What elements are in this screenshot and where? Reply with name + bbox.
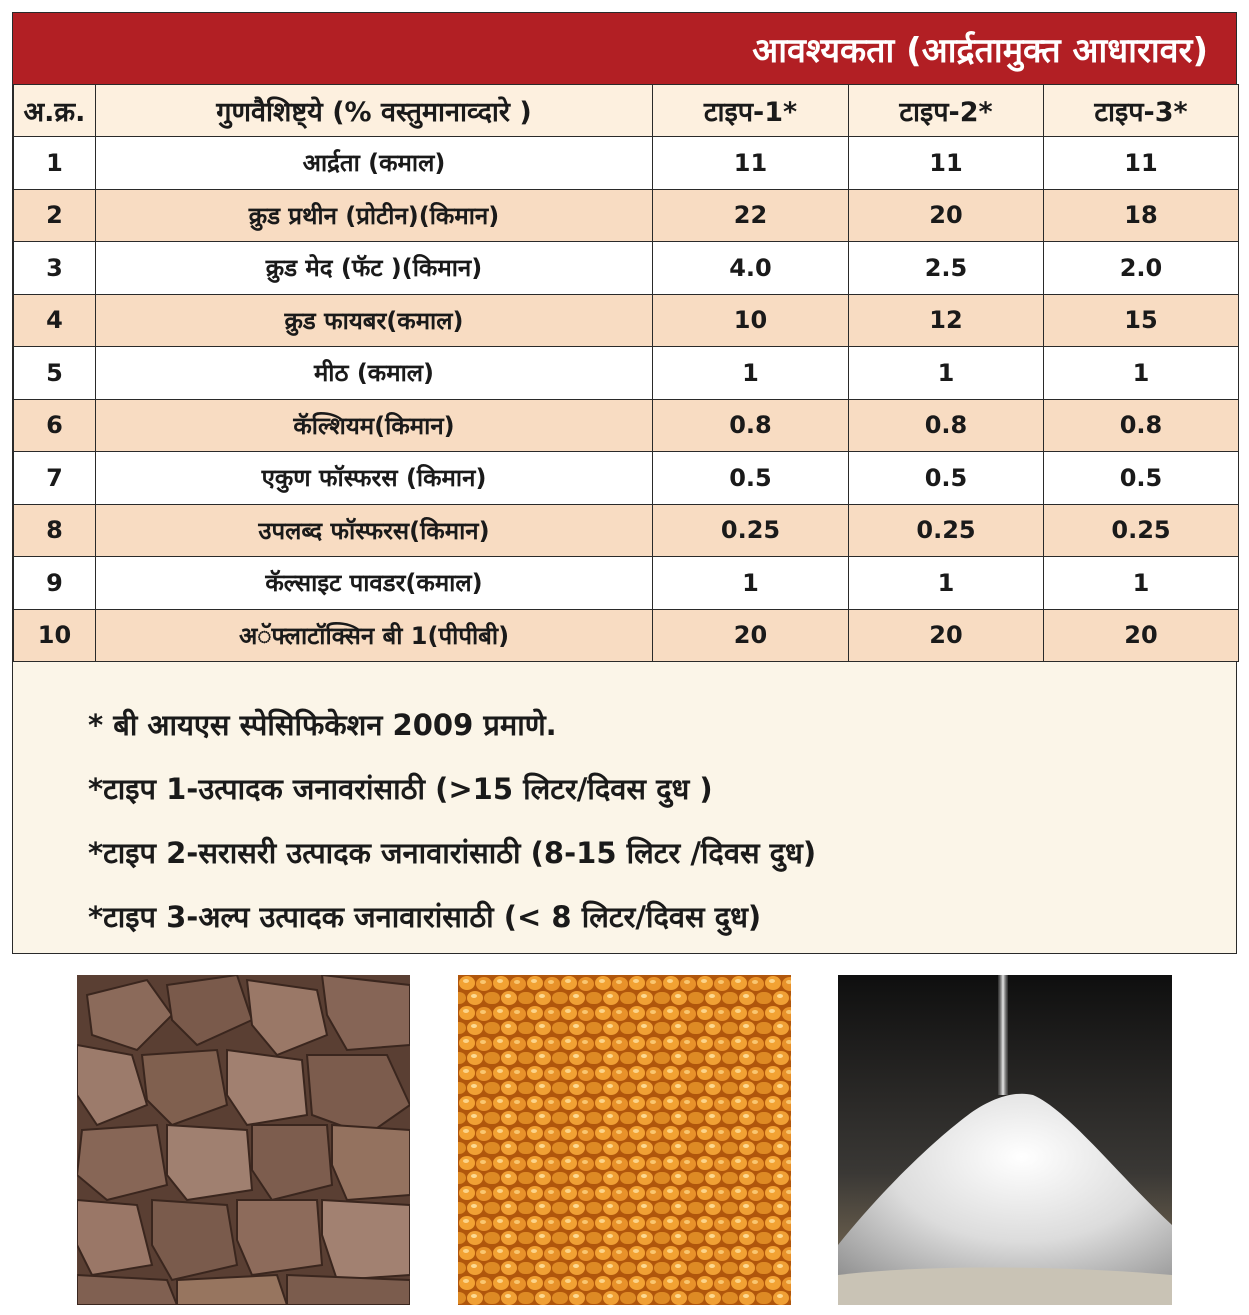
cell-type-3: 0.25 xyxy=(1044,504,1239,557)
table-row xyxy=(14,557,1239,610)
table-row xyxy=(14,137,1239,190)
table-row xyxy=(14,609,1239,662)
cell-property: क्रुड प्रथीन (प्रोटीन)(किमान) xyxy=(96,189,653,242)
header-type-2: टाइप-2* xyxy=(849,85,1044,137)
cell-type-2: 20 xyxy=(849,609,1044,662)
banner-title: आवश्यकता (आर्द्रतामुक्त आधारावर) xyxy=(13,13,1236,84)
cell-type-1: 0.8 xyxy=(653,399,849,452)
cell-type-2: 0.25 xyxy=(849,504,1044,557)
cell-type-2: 20 xyxy=(849,189,1044,242)
cell-type-3: 1 xyxy=(1044,557,1239,610)
salt-pile-illustration xyxy=(838,975,1172,1305)
cell-type-3: 15 xyxy=(1044,294,1239,347)
cell-type-1: 0.5 xyxy=(653,452,849,505)
cell-serial: 9 xyxy=(14,557,96,610)
cell-serial: 1 xyxy=(14,137,96,190)
oil-cake-image xyxy=(77,975,410,1305)
cell-type-2: 11 xyxy=(849,137,1044,190)
cell-type-3: 1 xyxy=(1044,347,1239,400)
cell-type-2: 12 xyxy=(849,294,1044,347)
cell-property: कॅल्साइट पावडर(कमाल) xyxy=(96,557,653,610)
cell-property: क्रुड मेद (फॅट )(किमान) xyxy=(96,242,653,295)
salt-pile-image xyxy=(838,975,1172,1305)
header-type-1: टाइप-1* xyxy=(653,85,849,137)
cell-serial: 5 xyxy=(14,347,96,400)
cell-type-3: 0.8 xyxy=(1044,399,1239,452)
cell-type-1: 20 xyxy=(653,609,849,662)
cell-type-1: 10 xyxy=(653,294,849,347)
spec-panel xyxy=(12,12,1237,954)
cell-serial: 6 xyxy=(14,399,96,452)
cell-property: उपलब्द फॉस्फरस(किमान) xyxy=(96,504,653,557)
table-row xyxy=(14,242,1239,295)
cell-type-1: 4.0 xyxy=(653,242,849,295)
footnotes xyxy=(88,693,816,949)
cell-type-2: 1 xyxy=(849,347,1044,400)
cell-property: मीठ (कमाल) xyxy=(96,347,653,400)
cell-type-1: 0.25 xyxy=(653,504,849,557)
cell-type-3: 20 xyxy=(1044,609,1239,662)
table-row xyxy=(14,294,1239,347)
cell-type-1: 1 xyxy=(653,557,849,610)
oil-cake-illustration xyxy=(77,975,410,1305)
footnote-type-3: *टाइप 3-अल्प उत्पादक जनावारांसाठी (< 8 लिटर/दिवस दुध) xyxy=(88,900,762,934)
table-row xyxy=(14,189,1239,242)
header-type-3: टाइप-3* xyxy=(1044,85,1239,137)
cell-serial: 2 xyxy=(14,189,96,242)
table-row xyxy=(14,452,1239,505)
table-row xyxy=(14,399,1239,452)
cell-property: क्रुड फायबर(कमाल) xyxy=(96,294,653,347)
cell-type-3: 18 xyxy=(1044,189,1239,242)
cell-type-2: 0.5 xyxy=(849,452,1044,505)
header-property: गुणवैशिष्ट्ये (% वस्तुमानाव्दारे ) xyxy=(96,85,653,137)
table-row xyxy=(14,347,1239,400)
cell-type-3: 11 xyxy=(1044,137,1239,190)
cell-type-1: 11 xyxy=(653,137,849,190)
footnote-bis: * बी आयएस स्पेसिफिकेशन 2009 प्रमाणे. xyxy=(88,708,557,742)
header-serial: अ.क्र. xyxy=(14,85,96,137)
cell-type-1: 1 xyxy=(653,347,849,400)
cell-type-2: 2.5 xyxy=(849,242,1044,295)
cell-type-2: 0.8 xyxy=(849,399,1044,452)
cell-serial: 7 xyxy=(14,452,96,505)
footnote-type-2: *टाइप 2-सरासरी उत्पादक जनावारांसाठी (8-15 लिटर /दिवस दुध) xyxy=(88,836,817,870)
maize-grain-illustration xyxy=(458,975,791,1305)
cell-property: एकुण फॉस्फरस (किमान) xyxy=(96,452,653,505)
cell-type-2: 1 xyxy=(849,557,1044,610)
cell-serial: 10 xyxy=(14,609,96,662)
cell-property: आर्द्रता (कमाल) xyxy=(96,137,653,190)
cell-type-3: 0.5 xyxy=(1044,452,1239,505)
table-header-row xyxy=(14,85,1239,137)
cell-serial: 8 xyxy=(14,504,96,557)
cell-serial: 3 xyxy=(14,242,96,295)
cell-property: अॅफ्लाटॉक्सिन बी 1(पीपीबी) xyxy=(96,609,653,662)
footnote-type-1: *टाइप 1-उत्पादक जनावरांसाठी (>15 लिटर/दिवस दुध ) xyxy=(88,772,713,806)
table-row xyxy=(14,504,1239,557)
cell-property: कॅल्शियम(किमान) xyxy=(96,399,653,452)
spec-table xyxy=(13,84,1239,662)
maize-grain-image xyxy=(458,975,791,1305)
cell-type-3: 2.0 xyxy=(1044,242,1239,295)
cell-type-1: 22 xyxy=(653,189,849,242)
cell-serial: 4 xyxy=(14,294,96,347)
